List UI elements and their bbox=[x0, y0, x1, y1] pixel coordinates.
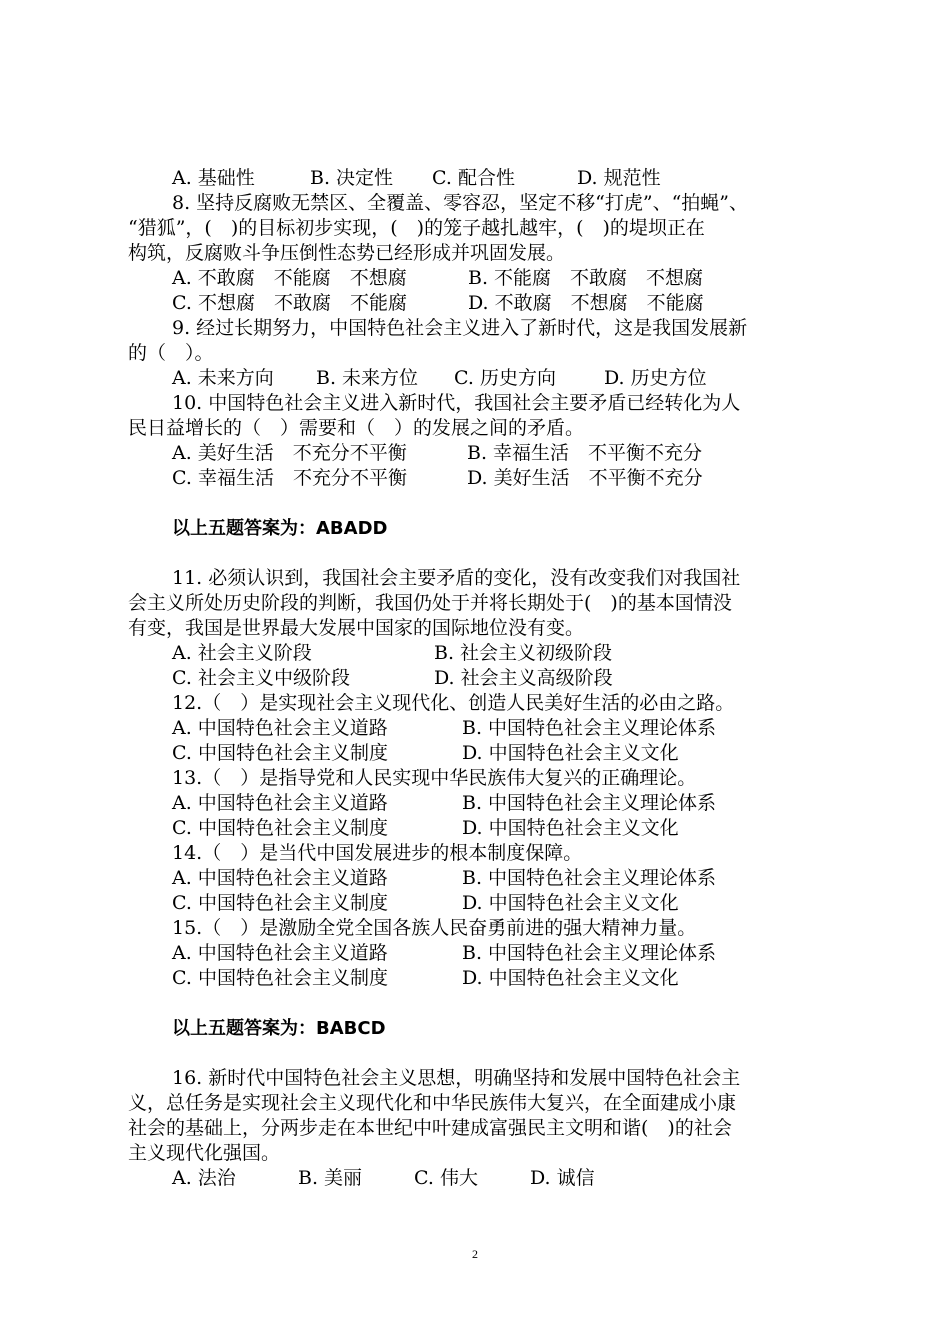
q12-options-cd bbox=[128, 741, 832, 766]
q14-option-b: B. 中国特色社会主义理论体系 bbox=[462, 867, 717, 889]
q13-options-cd bbox=[128, 816, 832, 841]
q16-text-line: 义，总任务是实现社会主义现代化和中华民族伟大复兴，在全面建成小康 bbox=[128, 1092, 737, 1114]
page-content bbox=[128, 166, 832, 1191]
answer-summary-2: 以上五题答案为：BABCD bbox=[172, 1018, 386, 1039]
q13-option-c: C. 中国特色社会主义制度 bbox=[172, 817, 388, 839]
q15-options-cd bbox=[128, 966, 832, 991]
q9-option-c: C. 历史方向 bbox=[454, 367, 556, 389]
q11-option-b: B. 社会主义初级阶段 bbox=[434, 642, 613, 664]
q10-text-line: 民日益增长的（ ）需要和（ ）的发展之间的矛盾。 bbox=[128, 417, 585, 439]
q7-options bbox=[128, 166, 832, 191]
q11-option-a: A. 社会主义阶段 bbox=[172, 642, 312, 664]
q10-option-d: D. 美好生活 不平衡不充分 bbox=[467, 467, 703, 489]
q9-option-b: B. 未来方位 bbox=[316, 367, 419, 389]
q16-text-line: 16. 新时代中国特色社会主义思想，明确坚持和发展中国特色社会主 bbox=[172, 1067, 741, 1089]
q16-option-c: C. 伟大 bbox=[414, 1167, 478, 1189]
q8-text-line: 8. 坚持反腐败无禁区、全覆盖、零容忍，坚定不移“打虎”、“拍蝇”、 bbox=[172, 192, 749, 214]
q16-option-b: B. 美丽 bbox=[298, 1167, 363, 1189]
q15-text-line: 15.（ ）是激励全党全国各族人民奋勇前进的强大精神力量。 bbox=[172, 917, 697, 939]
q10-options-cd bbox=[128, 466, 832, 491]
q11-options-ab bbox=[128, 641, 832, 666]
q10-text-line: 10. 中国特色社会主义进入新时代，我国社会主要矛盾已经转化为人 bbox=[172, 392, 741, 414]
q13-option-a: A. 中国特色社会主义道路 bbox=[172, 792, 388, 814]
q14-text-line: 14.（ ）是当代中国发展进步的根本制度保障。 bbox=[172, 842, 583, 864]
q9-text-line: 9. 经过长期努力，中国特色社会主义进入了新时代，这是我国发展新 bbox=[172, 317, 748, 339]
q10-option-b: B. 幸福生活 不平衡不充分 bbox=[467, 442, 703, 464]
q13-option-b: B. 中国特色社会主义理论体系 bbox=[462, 792, 717, 814]
q15-option-d: D. 中国特色社会主义文化 bbox=[462, 967, 679, 989]
q8-options-ab bbox=[128, 266, 832, 291]
q7-option-d: D. 规范性 bbox=[577, 167, 661, 189]
q12-option-c: C. 中国特色社会主义制度 bbox=[172, 742, 388, 764]
q13-option-d: D. 中国特色社会主义文化 bbox=[462, 817, 679, 839]
q11-option-c: C. 社会主义中级阶段 bbox=[172, 667, 350, 689]
q10-option-c: C. 幸福生活 不充分不平衡 bbox=[172, 467, 407, 489]
q12-option-a: A. 中国特色社会主义道路 bbox=[172, 717, 388, 739]
q10-option-a: A. 美好生活 不充分不平衡 bbox=[172, 442, 407, 464]
q14-options-ab bbox=[128, 866, 832, 891]
q11-text-line: 11. 必须认识到，我国社会主要矛盾的变化，没有改变我们对我国社 bbox=[172, 567, 741, 589]
q14-option-d: D. 中国特色社会主义文化 bbox=[462, 892, 679, 914]
q9-text-line: 的（ ）。 bbox=[128, 342, 214, 364]
q8-text-line: 构筑，反腐败斗争压倒性态势已经形成并巩固发展。 bbox=[128, 242, 566, 264]
q16-option-d: D. 诚信 bbox=[530, 1167, 595, 1189]
q7-option-b: B. 决定性 bbox=[310, 167, 394, 189]
q15-option-a: A. 中国特色社会主义道路 bbox=[172, 942, 388, 964]
q7-option-a: A. 基础性 bbox=[172, 167, 255, 189]
q8-options-cd bbox=[128, 291, 832, 316]
q8-text-line: “猎狐”，( )的目标初步实现，( )的笼子越扎越牢，( )的堤坝正在 bbox=[128, 217, 705, 239]
q8-option-b: B. 不能腐 不敢腐 不想腐 bbox=[468, 267, 704, 289]
q15-options-ab bbox=[128, 941, 832, 966]
q16-options bbox=[128, 1166, 832, 1191]
q16-text-line: 主义现代化强国。 bbox=[128, 1142, 281, 1164]
q10-options-ab bbox=[128, 441, 832, 466]
q9-option-d: D. 历史方位 bbox=[604, 367, 707, 389]
q15-option-c: C. 中国特色社会主义制度 bbox=[172, 967, 388, 989]
q9-options bbox=[128, 366, 832, 391]
q11-option-d: D. 社会主义高级阶段 bbox=[434, 667, 613, 689]
q14-option-c: C. 中国特色社会主义制度 bbox=[172, 892, 388, 914]
answer-summary-1: 以上五题答案为：ABADD bbox=[172, 518, 388, 539]
q11-text-line: 会主义所处历史阶段的判断，我国仍处于并将长期处于( )的基本国情没 bbox=[128, 592, 732, 614]
q12-option-d: D. 中国特色社会主义文化 bbox=[462, 742, 679, 764]
q11-options-cd bbox=[128, 666, 832, 691]
q14-options-cd bbox=[128, 891, 832, 916]
q11-text-line: 有变，我国是世界最大发展中国家的国际地位没有变。 bbox=[128, 617, 585, 639]
q9-option-a: A. 未来方向 bbox=[172, 367, 274, 389]
q16-text-line: 社会的基础上，分两步走在本世纪中叶建成富强民主文明和谐( )的社会 bbox=[128, 1117, 732, 1139]
q8-option-a: A. 不敢腐 不能腐 不想腐 bbox=[172, 267, 407, 289]
q15-option-b: B. 中国特色社会主义理论体系 bbox=[462, 942, 717, 964]
q13-options-ab bbox=[128, 791, 832, 816]
q13-text-line: 13.（ ）是指导党和人民实现中华民族伟大复兴的正确理论。 bbox=[172, 767, 697, 789]
q8-option-d: D. 不敢腐 不想腐 不能腐 bbox=[468, 292, 704, 314]
page-number: 2 bbox=[472, 1247, 478, 1261]
q8-option-c: C. 不想腐 不敢腐 不能腐 bbox=[172, 292, 407, 314]
q12-options-ab bbox=[128, 716, 832, 741]
q7-option-c: C. 配合性 bbox=[432, 167, 515, 189]
q16-option-a: A. 法治 bbox=[172, 1167, 236, 1189]
q12-text-line: 12.（ ）是实现社会主义现代化、创造人民美好生活的必由之路。 bbox=[172, 692, 735, 714]
q14-option-a: A. 中国特色社会主义道路 bbox=[172, 867, 388, 889]
q12-option-b: B. 中国特色社会主义理论体系 bbox=[462, 717, 717, 739]
